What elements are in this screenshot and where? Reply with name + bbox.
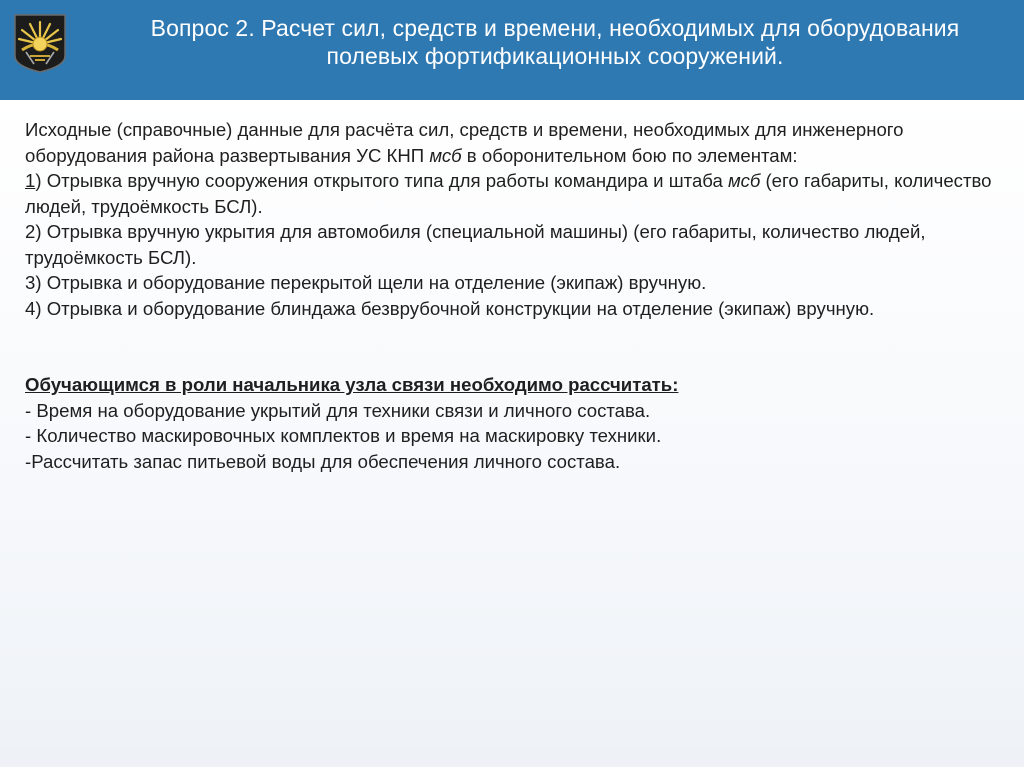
slide-content	[0, 100, 1024, 767]
task-heading: Обучающимся в роли начальника узла связи необходимо рассчитать:	[25, 374, 679, 395]
slide-title	[86, 14, 1024, 70]
list-item-3: 3) Отрывка и оборудование перекрытой щели на отделение (экипаж) вручную.	[25, 272, 707, 293]
list-item-1-text: ) Отрывка вручную сооружения открытого типа для работы командира и штаба	[35, 170, 729, 191]
list-item-1-text-end: (его габариты, количество людей, трудоёмкость БСЛ).	[25, 170, 992, 217]
intro-italic-term: мсб	[429, 144, 462, 166]
slide-title-line1: Вопрос 2. Расчет сил, средств и времени, необходимых для оборудования	[150, 15, 960, 41]
intro-text-end: в оборонительном бою по элементам:	[461, 144, 798, 166]
military-emblem-icon	[12, 12, 68, 74]
list-item-4: 4) Отрывка и оборудование блиндажа безврубочной конструкции на отделение (экипаж) вручную.	[25, 297, 875, 319]
intro-paragraph	[25, 117, 1005, 168]
spacer	[25, 321, 1005, 372]
task-item-2: - Количество маскировочных комплектов и время на маскировку техники.	[25, 425, 662, 446]
task-item-1: - Время на оборудование укрытий для техники связи и личного состава.	[25, 399, 651, 421]
list-item-1	[25, 168, 1005, 219]
slide-header	[0, 0, 1024, 100]
intro-text: Исходные (справочные) данные для расчёта сил, средств и времени, необходимых для инженерного оборудования района развертывания УС КНП	[25, 119, 904, 166]
list-item-1-italic-term: мсб	[728, 170, 761, 191]
list-item-1-number: 1	[25, 170, 36, 191]
list-item-2: 2) Отрывка вручную укрытия для автомобиля (специальной машины) (его габариты, количество людей, трудоёмкость БСЛ).	[25, 221, 926, 268]
task-item-3: -Рассчитать запас питьевой воды для обеспечения личного состава.	[25, 450, 621, 472]
slide-title-line2: полевых фортификационных сооружений.	[326, 43, 784, 69]
slide-body-text	[25, 117, 1005, 474]
